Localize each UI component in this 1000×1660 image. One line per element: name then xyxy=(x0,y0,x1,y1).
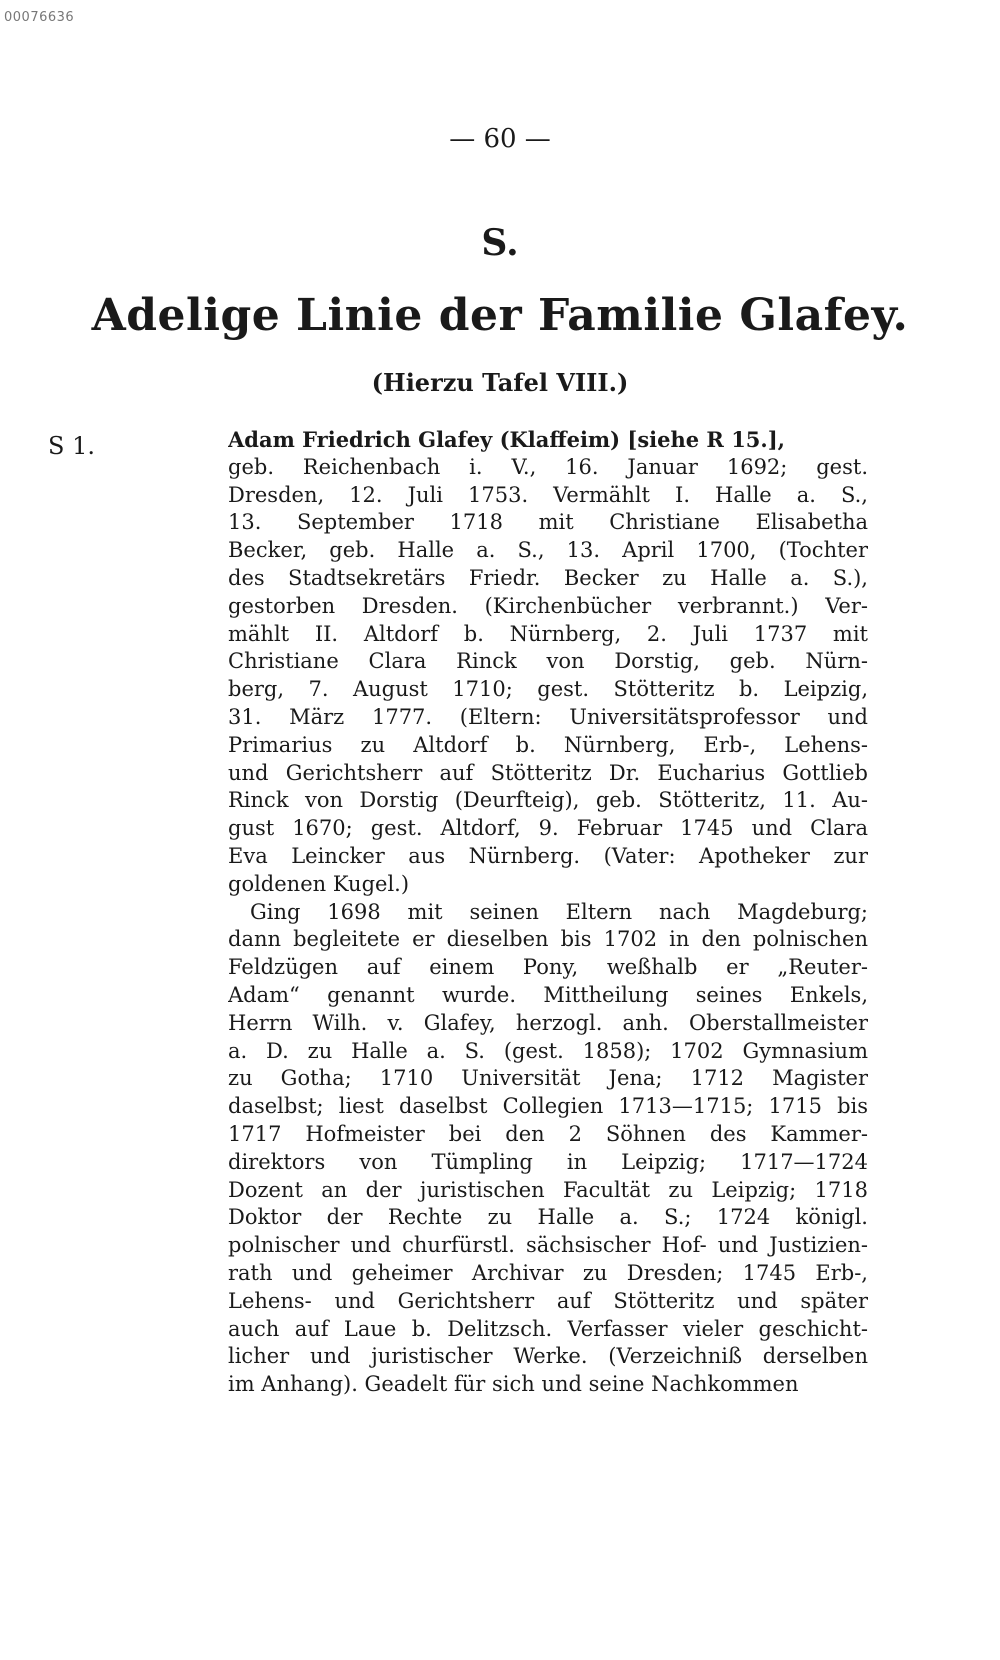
text-line: Rinck von Dorstig (Deurfteig), geb. Stötteritz, 11. Au- xyxy=(228,788,868,813)
section-title: Adelige Linie der Familie Glafey. xyxy=(91,290,909,341)
text-line: geb. Reichenbach i. V., 16. Januar 1692; gest. xyxy=(228,454,868,479)
text-line: Herrn Wilh. v. Glafey, herzogl. anh. Oberstallmeister xyxy=(228,1010,868,1035)
entry-heading: Adam Friedrich Glafey (Klaffeim) [siehe R 15.], xyxy=(228,427,785,452)
text-line: Ging 1698 mit seinen Eltern nach Magdeburg; xyxy=(250,899,868,924)
text-line: gust 1670; gest. Altdorf, 9. Februar 1745 und Clara xyxy=(228,816,868,841)
text-line: daselbst; liest daselbst Collegien 1713—1715; 1715 bis xyxy=(228,1094,868,1119)
text-line: im Anhang). Geadelt für sich und seine Nachkommen xyxy=(228,1372,799,1397)
text-line: rath und geheimer Archivar zu Dresden; 1745 Erb-, xyxy=(228,1260,868,1285)
scan-id: 00076636 xyxy=(4,10,75,25)
entry-body xyxy=(228,426,868,1399)
text-line: direktors von Tümpling in Leipzig; 1717—1724 xyxy=(228,1149,868,1174)
text-line: dann begleitete er dieselben bis 1702 in den polnischen xyxy=(228,927,868,952)
text-line: Lehens- und Gerichtsherr auf Stötteritz und später xyxy=(228,1288,868,1313)
text-line: goldenen Kugel.) xyxy=(228,871,410,896)
text-line: Primarius zu Altdorf b. Nürnberg, Erb-, Lehens- xyxy=(228,732,868,757)
text-line: Adam“ genannt wurde. Mittheilung seines Enkels, xyxy=(228,982,868,1007)
section-subtitle: (Hierzu Tafel VIII.) xyxy=(371,368,629,397)
text-line: Feldzügen auf einem Pony, weßhalb er „Reuter- xyxy=(228,955,868,980)
text-line: 31. März 1777. (Eltern: Universitätsprofessor und xyxy=(228,704,868,729)
text-line: polnischer und churfürstl. sächsischer Hof- und Justizien- xyxy=(228,1233,868,1258)
text-line: licher und juristischer Werke. (Verzeichniß derselben xyxy=(228,1344,868,1369)
text-line: 13. September 1718 mit Christiane Elisabetha xyxy=(228,510,868,535)
text-line: des Stadtsekretärs Friedr. Becker zu Halle a. S.), xyxy=(228,565,868,590)
text-line: zu Gotha; 1710 Universität Jena; 1712 Magister xyxy=(228,1066,868,1091)
text-line: auch auf Laue b. Delitzsch. Verfasser vieler geschicht- xyxy=(228,1316,868,1341)
text-line: Doktor der Rechte zu Halle a. S.; 1724 königl. xyxy=(228,1205,868,1230)
text-line: a. D. zu Halle a. S. (gest. 1858); 1702 Gymnasium xyxy=(228,1038,868,1063)
text-line: und Gerichtsherr auf Stötteritz Dr. Eucharius Gottlieb xyxy=(228,760,868,785)
page-number: — 60 — xyxy=(449,124,551,154)
section-letter: S. xyxy=(481,222,519,264)
entry-label: S 1. xyxy=(48,432,95,460)
text-line: berg, 7. August 1710; gest. Stötteritz b. Leipzig, xyxy=(228,677,868,702)
text-line: gestorben Dresden. (Kirchenbücher verbrannt.) Ver- xyxy=(228,593,868,618)
text-line: Dresden, 12. Juli 1753. Vermählt I. Halle a. S., xyxy=(228,482,868,507)
text-line: Christiane Clara Rinck von Dorstig, geb. Nürn- xyxy=(228,649,868,674)
text-line: 1717 Hofmeister bei den 2 Söhnen des Kammer- xyxy=(228,1121,868,1146)
text-line: Dozent an der juristischen Facultät zu Leipzig; 1718 xyxy=(228,1177,868,1202)
text-line: Becker, geb. Halle a. S., 13. April 1700, (Tochter xyxy=(228,538,868,563)
text-line: Eva Leincker aus Nürnberg. (Vater: Apotheker zur xyxy=(228,843,868,868)
text-line: mählt II. Altdorf b. Nürnberg, 2. Juli 1737 mit xyxy=(228,621,868,646)
